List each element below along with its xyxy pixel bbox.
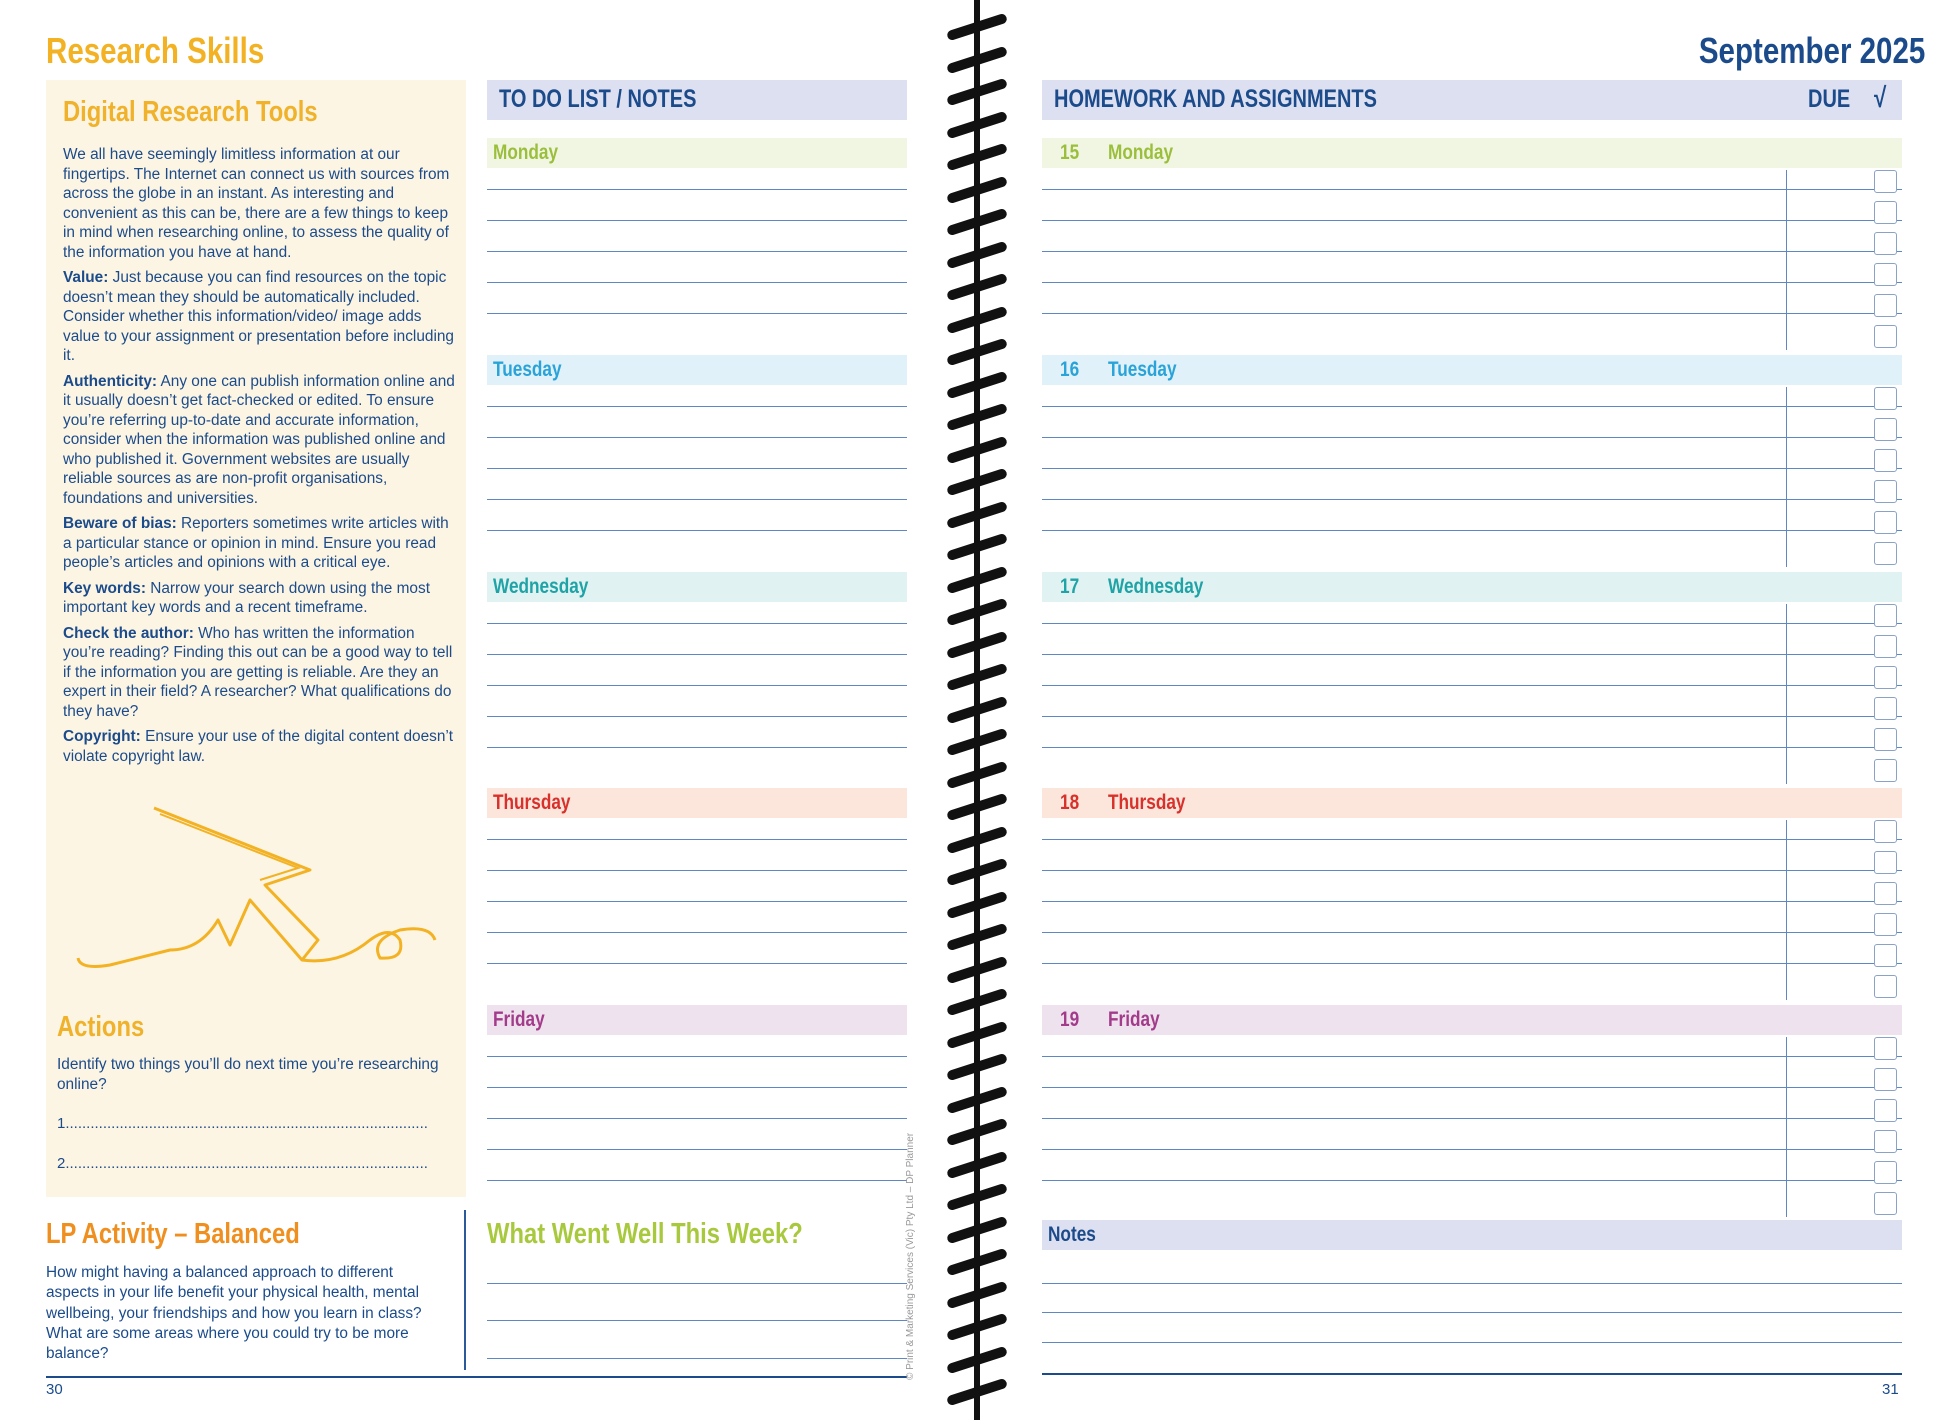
todo-day-friday <box>487 1005 907 1035</box>
day-label: Tuesday <box>1108 358 1177 381</box>
writing-line[interactable] <box>1042 963 1902 964</box>
writing-line[interactable] <box>487 468 907 469</box>
due-column-divider <box>1786 820 1787 1000</box>
writing-line[interactable] <box>1042 1149 1902 1150</box>
hw-day-wednesday <box>1042 572 1902 602</box>
lp-activity-body: How might having a balanced approach to different aspects in your life benefit your physical health, mental wellbeing, your friendships and how you learn in class? What are some areas where you could try to be more balance? <box>46 1264 422 1363</box>
tools-body <box>63 145 455 772</box>
writing-line[interactable] <box>487 406 907 407</box>
due-column-divider <box>1786 170 1787 350</box>
tip-text: Ensure your use of the digital content doesn’t violate copyright law. <box>63 728 454 765</box>
writing-line[interactable] <box>1042 839 1902 840</box>
writing-line[interactable] <box>1042 870 1902 871</box>
page-title-right: September 2025 <box>1698 30 1926 71</box>
checkbox[interactable] <box>1874 1192 1897 1215</box>
writing-line[interactable] <box>1042 716 1902 717</box>
checkbox[interactable] <box>1874 449 1897 472</box>
page-footer-rule <box>46 1376 907 1378</box>
writing-line[interactable] <box>1042 932 1902 933</box>
writing-line[interactable] <box>487 1358 907 1359</box>
due-label: DUE <box>1808 85 1851 113</box>
tip-paragraph <box>63 727 455 766</box>
writing-line[interactable] <box>1042 468 1902 469</box>
writing-line[interactable] <box>1042 406 1902 407</box>
writing-line[interactable] <box>1042 282 1902 283</box>
writing-line[interactable] <box>487 313 907 314</box>
writing-line[interactable] <box>487 685 907 686</box>
hw-day-thursday <box>1042 788 1902 818</box>
todo-day-wednesday <box>487 572 907 602</box>
tip-label: Value: <box>63 269 109 286</box>
notes-heading: Notes <box>1048 1223 1096 1246</box>
checkbox[interactable] <box>1874 944 1897 967</box>
went-well-heading: What Went Well This Week? <box>487 1218 803 1250</box>
day-label: Monday <box>1108 141 1174 164</box>
page-number-left: 30 <box>46 1381 63 1398</box>
tip-paragraph <box>63 514 455 573</box>
day-label: Wednesday <box>1108 575 1204 598</box>
homework-heading: HOMEWORK AND ASSIGNMENTS <box>1054 85 1377 113</box>
day-label: Wednesday <box>493 575 589 598</box>
writing-line[interactable] <box>1042 901 1902 902</box>
todo-header <box>487 80 907 120</box>
writing-line[interactable] <box>1042 1056 1902 1057</box>
tip-paragraph <box>63 579 455 618</box>
todo-day-tuesday <box>487 355 907 385</box>
tip-paragraph <box>63 624 455 722</box>
writing-line[interactable] <box>487 1320 907 1321</box>
writing-line[interactable] <box>1042 313 1902 314</box>
lp-activity-heading: LP Activity – Balanced <box>46 1218 300 1250</box>
writing-line[interactable] <box>487 1283 907 1284</box>
checkbox[interactable] <box>1874 201 1897 224</box>
checkbox[interactable] <box>1874 511 1897 534</box>
writing-line[interactable] <box>487 901 907 902</box>
day-label: Thursday <box>493 791 571 814</box>
writing-line[interactable] <box>1042 623 1902 624</box>
checkbox[interactable] <box>1874 1099 1897 1122</box>
writing-line[interactable] <box>487 1149 907 1150</box>
tip-label: Copyright: <box>63 728 141 745</box>
writing-line[interactable] <box>487 1056 907 1057</box>
hw-day-friday <box>1042 1005 1902 1035</box>
hw-day-monday <box>1042 138 1902 168</box>
checkbox[interactable] <box>1874 697 1897 720</box>
writing-line[interactable] <box>1042 1283 1902 1284</box>
day-date: 17 <box>1060 575 1080 598</box>
checkbox[interactable] <box>1874 759 1897 782</box>
writing-line[interactable] <box>487 747 907 748</box>
writing-line[interactable] <box>1042 1180 1902 1181</box>
writing-line[interactable] <box>487 530 907 531</box>
tip-label: Beware of bias: <box>63 515 177 532</box>
checkbox[interactable] <box>1874 418 1897 441</box>
checkbox[interactable] <box>1874 387 1897 410</box>
checkbox[interactable] <box>1874 666 1897 689</box>
page-number-right: 31 <box>1882 1381 1899 1398</box>
page-footer-rule <box>1042 1373 1902 1375</box>
section-divider <box>464 1210 466 1370</box>
copyright-notice: © Print & Marketing Services (Vic) Pty Ltd – DP Planner <box>905 1132 916 1380</box>
writing-line[interactable] <box>1042 1312 1902 1313</box>
writing-line[interactable] <box>1042 220 1902 221</box>
tools-intro: We all have seemingly limitless information at our fingertips. The Internet can connect us with sources from across the globe in an instant. As interesting and convenient as this can be, there are a few things to keep in mind when researching online, to assess the quality of the information you have at hand. <box>63 146 450 261</box>
todo-day-thursday <box>487 788 907 818</box>
writing-line[interactable] <box>1042 1087 1902 1088</box>
tip-text: Who has written the information you’re reading? Finding this out can be a good way to tell if the information you are getting is reliable. Are they an expert in their field? A researcher? What qualifications do they have? <box>63 624 453 720</box>
checkbox[interactable] <box>1874 913 1897 936</box>
action-line-2[interactable]: 2....................................................................................... <box>57 1155 428 1172</box>
tools-heading: Digital Research Tools <box>63 96 318 128</box>
actions-heading: Actions <box>57 1011 145 1043</box>
writing-line[interactable] <box>1042 747 1902 748</box>
tip-text: Narrow your search down using the most important key words and a recent timeframe. <box>63 579 430 616</box>
checkbox[interactable] <box>1874 325 1897 348</box>
due-column-divider <box>1786 604 1787 784</box>
writing-line[interactable] <box>1042 189 1902 190</box>
writing-line[interactable] <box>1042 685 1902 686</box>
checkbox[interactable] <box>1874 170 1897 193</box>
checkbox[interactable] <box>1874 1037 1897 1060</box>
writing-line[interactable] <box>1042 530 1902 531</box>
checkbox[interactable] <box>1874 851 1897 874</box>
notes-header <box>1042 1220 1902 1250</box>
day-date: 18 <box>1060 791 1080 814</box>
writing-line[interactable] <box>487 282 907 283</box>
writing-line[interactable] <box>487 189 907 190</box>
checkbox[interactable] <box>1874 263 1897 286</box>
tip-paragraph <box>63 372 455 509</box>
checkbox[interactable] <box>1874 294 1897 317</box>
homework-header <box>1042 80 1902 120</box>
writing-line[interactable] <box>487 220 907 221</box>
writing-line[interactable] <box>1042 251 1902 252</box>
due-column-divider <box>1786 1037 1787 1217</box>
writing-line[interactable] <box>487 499 907 500</box>
day-label: Monday <box>493 141 559 164</box>
check-mark-icon: √ <box>1874 82 1887 113</box>
checkbox[interactable] <box>1874 1068 1897 1091</box>
tip-text: Reporters sometimes write articles with a particular stance or opinion in mind. Ensure you read people’s articles and opinions with a critical eye. <box>63 515 449 571</box>
writing-line[interactable] <box>487 1180 907 1181</box>
day-label: Thursday <box>1108 791 1186 814</box>
checkbox[interactable] <box>1874 1161 1897 1184</box>
writing-line[interactable] <box>487 1118 907 1119</box>
writing-line[interactable] <box>487 839 907 840</box>
day-label: Friday <box>493 1008 545 1031</box>
tip-label: Check the author: <box>63 624 194 642</box>
writing-line[interactable] <box>1042 654 1902 655</box>
writing-line[interactable] <box>487 251 907 252</box>
writing-line[interactable] <box>487 870 907 871</box>
tip-label: Key words: <box>63 579 146 597</box>
writing-line[interactable] <box>487 437 907 438</box>
page-title-left: Research Skills <box>46 30 265 71</box>
day-date: 15 <box>1060 141 1080 164</box>
writing-line[interactable] <box>487 963 907 964</box>
tip-text: Any one can publish information online and it usually doesn’t get fact-checked or edited. To ensure you’re referring up-to-date and accurate information, consider when the information was published online and who published it. Government websites are usually reliable sources as are non-profit organisations, foundations and universities. <box>63 372 455 507</box>
writing-line[interactable] <box>487 654 907 655</box>
cursor-arrow-doodle-icon <box>70 800 440 980</box>
actions-prompt: Identify two things you’ll do next time you’re researching online? <box>57 1056 439 1093</box>
checkbox[interactable] <box>1874 604 1897 627</box>
hw-day-tuesday <box>1042 355 1902 385</box>
writing-line[interactable] <box>487 716 907 717</box>
day-label: Friday <box>1108 1008 1160 1031</box>
checkbox[interactable] <box>1874 635 1897 658</box>
due-column-divider <box>1786 387 1787 567</box>
writing-line[interactable] <box>487 932 907 933</box>
checkbox[interactable] <box>1874 820 1897 843</box>
writing-line[interactable] <box>1042 499 1902 500</box>
writing-line[interactable] <box>1042 1118 1902 1119</box>
tip-paragraph <box>63 268 455 366</box>
checkbox[interactable] <box>1874 232 1897 255</box>
writing-line[interactable] <box>487 1087 907 1088</box>
day-date: 16 <box>1060 358 1080 381</box>
checkbox[interactable] <box>1874 728 1897 751</box>
checkbox[interactable] <box>1874 1130 1897 1153</box>
tip-label: Authenticity: <box>63 372 158 390</box>
checkbox[interactable] <box>1874 542 1897 565</box>
action-line-1[interactable]: 1....................................................................................... <box>57 1115 428 1132</box>
writing-line[interactable] <box>1042 437 1902 438</box>
checkbox[interactable] <box>1874 882 1897 905</box>
tip-text: Just because you can find resources on the topic doesn’t mean they should be automatically included. Consider whether this information/video/ image adds value to your assignment or presentation before including it. <box>63 269 454 364</box>
todo-day-monday <box>487 138 907 168</box>
checkbox[interactable] <box>1874 975 1897 998</box>
writing-line[interactable] <box>1042 1342 1902 1343</box>
day-date: 19 <box>1060 1008 1080 1031</box>
checkbox[interactable] <box>1874 480 1897 503</box>
day-label: Tuesday <box>493 358 562 381</box>
writing-line[interactable] <box>487 623 907 624</box>
todo-heading: TO DO LIST / NOTES <box>499 85 697 113</box>
